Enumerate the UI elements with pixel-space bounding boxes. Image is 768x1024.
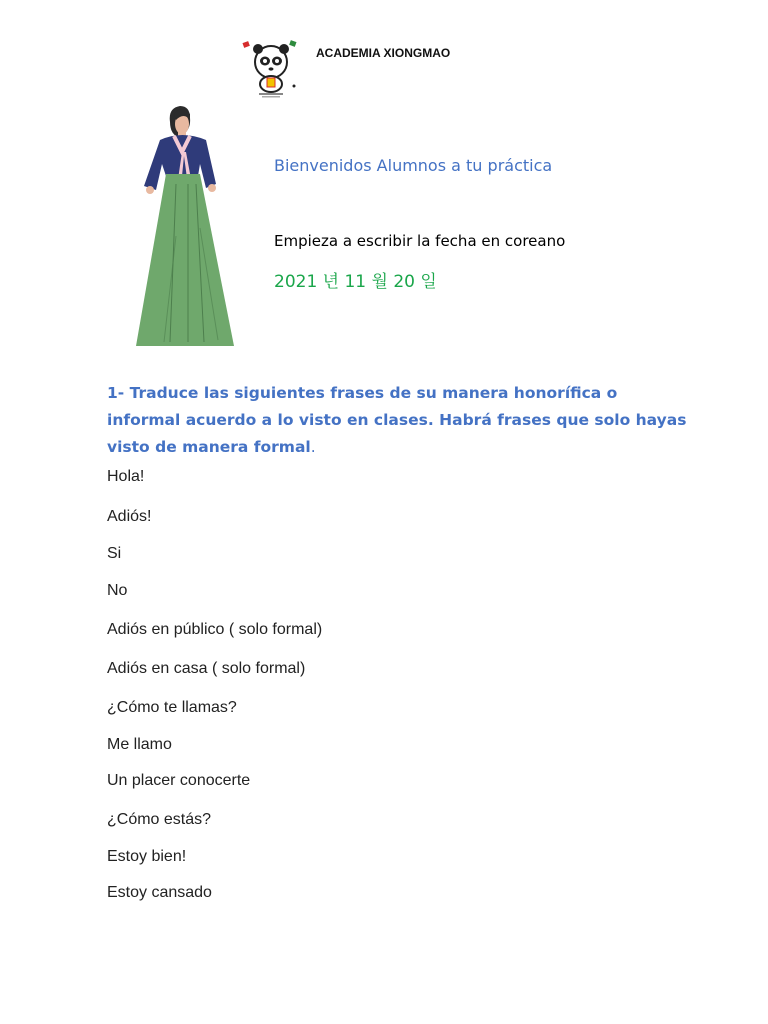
hanbok-woman-illustration bbox=[130, 104, 240, 350]
phrase-item: ¿Cómo estás? bbox=[107, 811, 212, 828]
phrase-item: Adiós en público ( solo formal) bbox=[107, 621, 323, 638]
task-instruction-period: . bbox=[310, 438, 316, 456]
phrase-item: Si bbox=[107, 545, 122, 562]
phrase-item: No bbox=[107, 582, 128, 599]
welcome-heading: Bienvenidos Alumnos a tu práctica bbox=[274, 156, 553, 175]
panda-logo-icon bbox=[240, 38, 300, 100]
brand-title: ACADEMIA XIONGMAO bbox=[316, 46, 451, 60]
phrase-item: Estoy bien! bbox=[107, 848, 187, 865]
phrase-item: Me llamo bbox=[107, 736, 172, 753]
phrase-item: Un placer conocerte bbox=[107, 772, 251, 789]
task-instruction bbox=[107, 380, 687, 461]
date-instruction: Empieza a escribir la fecha en coreano bbox=[274, 232, 566, 250]
phrase-item: Hola! bbox=[107, 468, 145, 485]
phrase-item: Adiós en casa ( solo formal) bbox=[107, 660, 306, 677]
korean-date: 2021 년 11 월 20 일 bbox=[274, 272, 437, 292]
task-instruction-text: 1- Traduce las siguientes frases de su manera honorífica o informal acuerdo a lo visto en clases. Habrá frases que solo hayas visto de manera formal bbox=[107, 384, 687, 456]
phrase-item: Estoy cansado bbox=[107, 884, 212, 901]
phrase-item: Adiós! bbox=[107, 508, 152, 525]
phrase-item: ¿Cómo te llamas? bbox=[107, 699, 237, 716]
